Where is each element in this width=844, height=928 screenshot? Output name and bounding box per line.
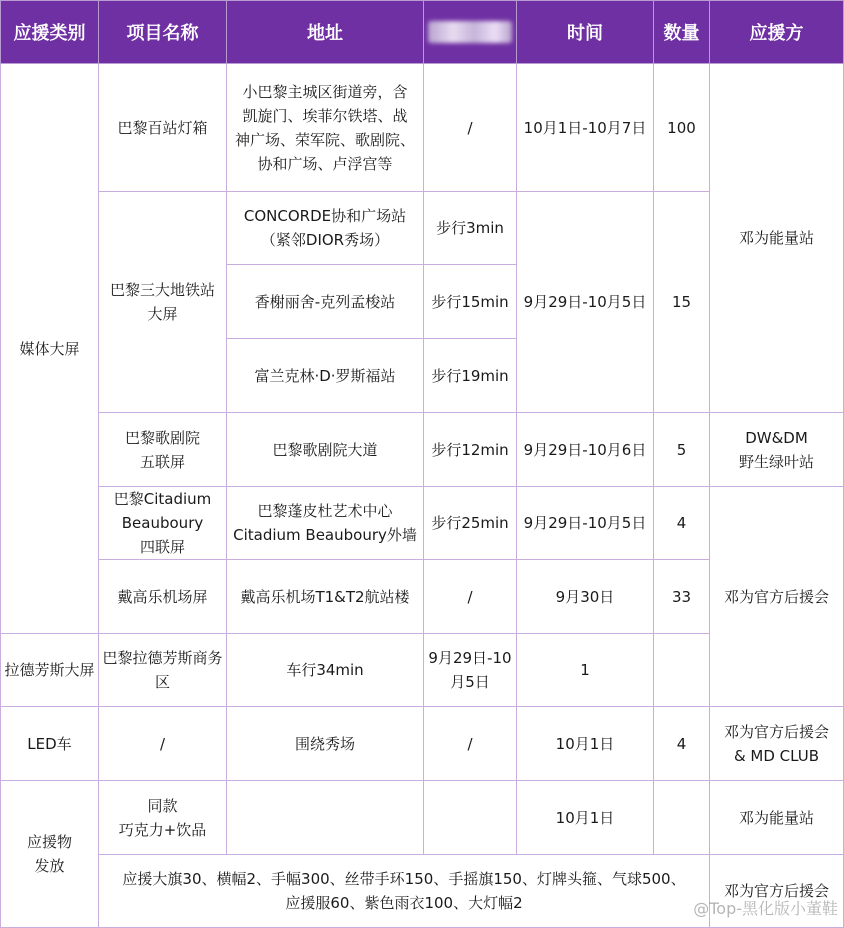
supporter-official: 邓为官方后援会	[710, 487, 844, 707]
time-cell: 9月30日	[517, 560, 654, 634]
distance-cell: 步行19min	[424, 339, 517, 413]
address-cell: CONCORDE协和广场站 （紧邻DIOR秀场）	[227, 192, 424, 265]
category-goods: 应援物 发放	[1, 781, 99, 928]
project-cell: 巴黎Citadium Beauboury 四联屏	[99, 487, 227, 560]
quantity-cell: 4	[654, 707, 710, 781]
address-cell: 巴黎蓬皮杜艺术中心 Citadium Beauboury外墙	[227, 487, 424, 560]
header-time: 时间	[517, 1, 654, 64]
time-cell: 9月29日-10月5日	[517, 487, 654, 560]
project-cell: 同款 巧克力+饮品	[99, 781, 227, 855]
header-category: 应援类别	[1, 1, 99, 64]
header-supporter: 应援方	[710, 1, 844, 64]
header-distance-blurred	[424, 1, 517, 64]
blurred-header-text	[428, 21, 512, 43]
address-cell: 富兰克林·D·罗斯福站	[227, 339, 424, 413]
supporter-cell: 邓为官方后援会	[710, 855, 844, 928]
project-cell: 戴高乐机场屏	[99, 560, 227, 634]
address-cell: 香榭丽舍-克列孟梭站	[227, 265, 424, 339]
supporter-energy: 邓为能量站	[710, 64, 844, 413]
supporter-cell: DW&DM 野生绿叶站	[710, 413, 844, 487]
address-cell: 围绕秀场	[227, 707, 424, 781]
distance-cell: 步行3min	[424, 192, 517, 265]
project-cell: 巴黎歌剧院 五联屏	[99, 413, 227, 487]
address-cell: 巴黎歌剧院大道	[227, 413, 424, 487]
time-cell: 10月1日	[517, 781, 654, 855]
quantity-cell: 4	[654, 487, 710, 560]
quantity-cell: 1	[517, 634, 654, 707]
distance-cell: 步行15min	[424, 265, 517, 339]
category-media: 媒体大屏	[1, 64, 99, 634]
address-cell: 小巴黎主城区街道旁，含 凯旋门、埃菲尔铁塔、战 神广场、荣军院、歌剧院、 协和广场、卢浮宫等	[227, 64, 424, 192]
supporter-cell: 邓为能量站	[710, 781, 844, 855]
address-cell-empty	[227, 781, 424, 855]
time-cell: 10月1日	[517, 707, 654, 781]
time-cell: 9月29日-10月5日	[424, 634, 517, 707]
time-cell: 9月29日-10月5日	[517, 192, 654, 413]
distance-cell: 步行12min	[424, 413, 517, 487]
project-cell: 拉德芳斯大屏	[1, 634, 99, 707]
table-row	[1, 64, 844, 192]
category-led: LED车	[1, 707, 99, 781]
table-row	[1, 781, 844, 855]
header-row	[1, 1, 844, 64]
table-row	[1, 413, 844, 487]
header-project: 项目名称	[99, 1, 227, 64]
project-cell: 巴黎百站灯箱	[99, 64, 227, 192]
quantity-cell: 100	[654, 64, 710, 192]
distance-cell: /	[424, 707, 517, 781]
address-cell: 戴高乐机场T1&T2航站楼	[227, 560, 424, 634]
time-cell: 9月29日-10月6日	[517, 413, 654, 487]
supporter-cell: 邓为官方后援会 & MD CLUB	[710, 707, 844, 781]
table-row	[1, 707, 844, 781]
address-cell: 巴黎拉德芳斯商务区	[99, 634, 227, 707]
time-cell: 10月1日-10月7日	[517, 64, 654, 192]
project-cell: 巴黎三大地铁站 大屏	[99, 192, 227, 413]
quantity-cell: 33	[654, 560, 710, 634]
table-row	[1, 487, 844, 560]
watermark: @Top-黑化版小董鞋	[693, 899, 838, 918]
distance-cell: 车行34min	[227, 634, 424, 707]
header-quantity: 数量	[654, 1, 710, 64]
distance-cell: 步行25min	[424, 487, 517, 560]
goods-items-cell: 应援大旗30、横幅2、手幅300、丝带手环150、手摇旗150、灯牌头箍、气球500、 应援服60、紫色雨衣100、大灯幅2	[99, 855, 710, 928]
header-address: 地址	[227, 1, 424, 64]
distance-cell: /	[424, 64, 517, 192]
distance-cell-empty	[424, 781, 517, 855]
distance-cell: /	[424, 560, 517, 634]
project-cell: /	[99, 707, 227, 781]
quantity-cell: 5	[654, 413, 710, 487]
quantity-cell: 15	[654, 192, 710, 413]
quantity-cell-empty	[654, 781, 710, 855]
